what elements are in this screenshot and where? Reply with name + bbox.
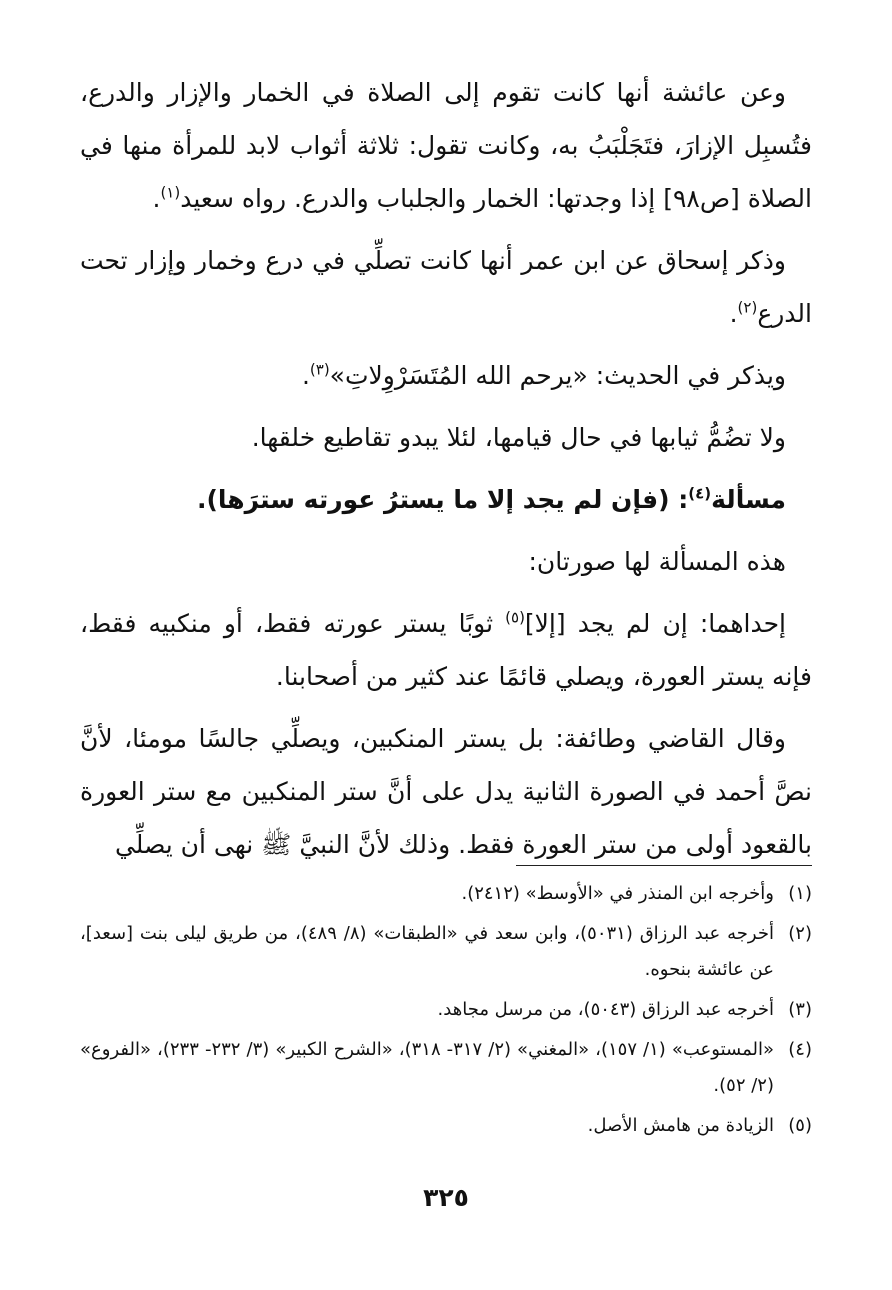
- paragraph-first-form: [80, 597, 812, 703]
- footnote-ref-1[interactable]: (١): [160, 183, 181, 202]
- footnote-text: وأخرجه ابن المنذر في «الأوسط» (٢٤١٢).: [461, 883, 774, 904]
- footnote-number: (٤): [788, 1039, 812, 1060]
- footnote-ref-4[interactable]: (٤): [688, 484, 712, 503]
- paragraph-hadith: [80, 349, 812, 402]
- paragraph-text: ويذكر في الحديث: «يرحم الله المُتَسَرْوِلاتِ»: [329, 361, 786, 390]
- paragraph-ishaq-ibn-umar: [80, 234, 812, 340]
- paragraph-aisha-garments: [80, 66, 812, 225]
- mas-ala-text: : (فإن لم يجد إلا ما يسترُ عورته سترَها).: [196, 485, 689, 514]
- footnote-ref-2[interactable]: (٢): [737, 298, 758, 317]
- paragraph-standing: [80, 411, 812, 464]
- main-text: [80, 66, 812, 880]
- footnote-number: (٥): [788, 1115, 812, 1136]
- paragraph-text-end: .: [301, 361, 310, 390]
- paragraph-text: إحداهما: إن لم يجد [إلا]: [524, 609, 787, 638]
- paragraph-text: وذكر إسحاق عن ابن عمر أنها كانت تصلِّي في درع وخمار وإزار تحت الدرع: [80, 246, 812, 328]
- paragraph-text-end: .: [152, 184, 161, 213]
- paragraph-text: ولا تضُمُّ ثيابها في حال قيامها، لئلا يبدو تقاطيع خلقها.: [251, 423, 786, 452]
- footnote-4: [80, 1032, 812, 1104]
- footnote-text: أخرجه عبد الرزاق (٥٠٤٣)، من مرسل مجاهد.: [437, 999, 774, 1020]
- mas-ala-label: مسألة: [711, 485, 786, 514]
- mas-ala-heading: [80, 473, 812, 526]
- footnote-1: [80, 876, 812, 912]
- footnote-text: أخرجه عبد الرزاق (٥٠٣١)، وابن سعد في «الطبقات» (٨/ ٤٨٩)، من طريق ليلى بنت [سعد]، عن عائشة بنحوه.: [80, 923, 774, 980]
- footnote-number: (٢): [788, 923, 812, 944]
- footnote-number: (١): [788, 883, 812, 904]
- footnote-number: (٣): [788, 999, 812, 1020]
- footnote-ref-3[interactable]: (٣): [309, 360, 330, 379]
- paragraph-qadi: [80, 712, 812, 871]
- footnote-text: الزيادة من هامش الأصل.: [587, 1115, 774, 1136]
- paragraph-text: وقال القاضي وطائفة: بل يستر المنكبين، ويصلِّي جالسًا مومئا، لأنَّ نصَّ أحمد في الصورة الثانية يدل على أنَّ ستر المنكبين مع ستر العورة بالقعود أولى من ستر العورة فقط. وذلك لأنَّ النبيَّ ﷺ نهى أن يصلِّي: [80, 724, 812, 859]
- footnotes: [80, 876, 812, 1148]
- footnote-5: [80, 1108, 812, 1144]
- paragraph-two-forms: [80, 535, 812, 588]
- footnote-3: [80, 992, 812, 1028]
- page-number: ٣٢٥: [423, 1183, 469, 1212]
- footnote-ref-5[interactable]: (٥): [505, 608, 525, 627]
- paragraph-text: وعن عائشة أنها كانت تقوم إلى الصلاة في الخمار والإزار والدرع، فتُسبِل الإزارَ، فتَجَلْبَبُ به، وكانت تقول: ثلاثة أثواب لابد للمرأة منها في الصلاة [ص٩٨] إذا وجدتها: الخمار والجلباب والدرع. رواه سعيد: [80, 78, 812, 213]
- paragraph-text-end: ثوبًا يستر عورته فقط، أو منكبيه فقط، فإنه يستر العورة، ويصلي قائمًا عند كثير من أصحابنا.: [80, 609, 812, 691]
- footnote-text: «المستوعب» (١/ ١٥٧)، «المغني» (٢/ ٣١٧- ٣١٨)، «الشرح الكبير» (٣/ ٢٣٢- ٢٣٣)، «الفروع» (٢/ ٥٢).: [80, 1039, 774, 1096]
- footnote-2: [80, 916, 812, 988]
- footnote-separator: [516, 865, 812, 866]
- paragraph-text-end: .: [729, 299, 738, 328]
- paragraph-text: هذه المسألة لها صورتان:: [528, 547, 786, 576]
